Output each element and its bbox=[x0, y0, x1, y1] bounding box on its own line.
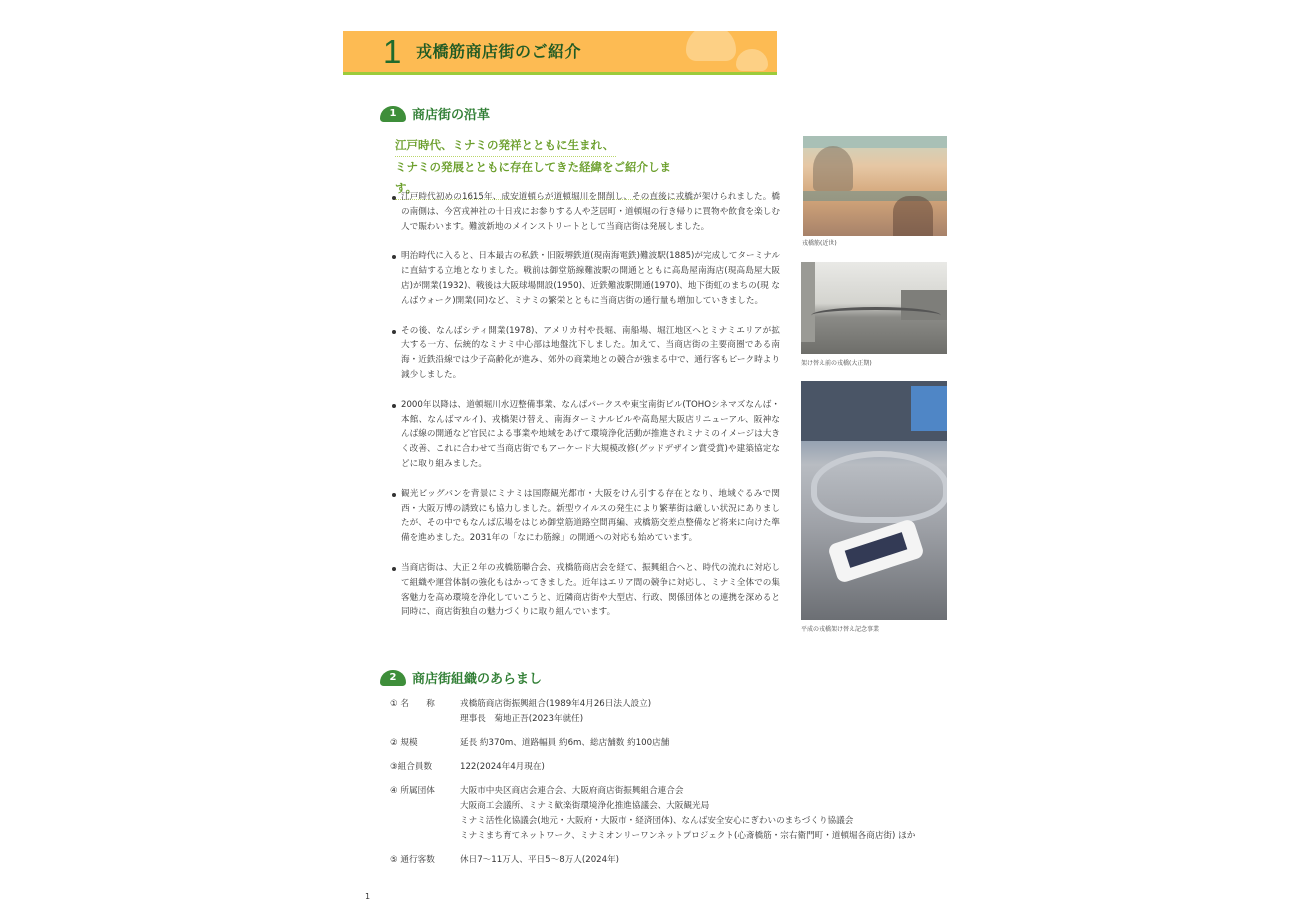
org-label: ② 規模 bbox=[390, 738, 418, 748]
org-label: ① 名 称 bbox=[390, 699, 435, 709]
photo-caption: 平成の戎橋架け替え記念事業 bbox=[801, 626, 880, 633]
org-value: 大阪市中央区商店会連合会、大阪府商店街振興組合連合会 bbox=[460, 786, 684, 796]
section-title: 商店街の沿革 bbox=[412, 108, 491, 123]
section-heading-history bbox=[380, 104, 490, 123]
org-label: ③組合員数 bbox=[390, 762, 433, 772]
section-title: 商店街組織のあらまし bbox=[412, 672, 543, 687]
section-heading-organization bbox=[380, 668, 542, 687]
history-paragraph: 当商店街は、大正２年の戎橋筋聯合会、戎橋筋商店会を経て、振興組合へと、時代の流れに対応して組織や運営体制の強化もはかってきました。近年はエリア間の競争に対応し、ミナミ全体での集客魅力を高め環境を浄化していこうと、近隣商店街や大型店、行政、関係団体との連携を深めると同時に、商店街独自の魅力づくりに取り組んでいます。 bbox=[392, 561, 780, 620]
leaf-decoration-icon bbox=[736, 49, 768, 71]
org-row-affiliations bbox=[390, 784, 960, 844]
org-value: 大阪商工会議所、ミナミ歓楽街環境浄化推進協議会、大阪観光局 bbox=[460, 801, 710, 811]
org-label: ④ 所属団体 bbox=[390, 786, 435, 796]
history-list bbox=[392, 190, 780, 634]
chapter-title: 戎橋筋商店街のご紹介 bbox=[416, 42, 582, 61]
lead-line: ミナミの発展とともに存在してきた経緯をご紹介します。 bbox=[395, 157, 695, 200]
org-value: 休日7〜11万人、平日5〜8万人(2024年) bbox=[460, 855, 620, 865]
chapter-number: 1 bbox=[383, 33, 402, 70]
history-paragraph: 観光ビッグバンを背景にミナミは国際観光都市・大阪をけん引する存在となり、地域ぐるみで関西・大阪万博の誘致にも協力しました。新型ウイルスの発生により繁華街は厳しい状況にありましたが、その中でもなんば広場をはじめ御堂筋道路空間再編、戎橋筋交差点整備など将来に向けた準備を進めました。2031年の「なにわ筋線」の開通への対応も始めています。 bbox=[392, 487, 780, 546]
history-paragraph: 江戸時代初めの1615年、成安道頓らが道頓堀川を開削し、その直後に戎橋が架けられました。橋の南側は、今宮戎神社の十日戎にお参りする人や芝居町・道頓堀の行き帰りに買物や飲食を楽しむ人で賑わいます。難波新地のメインストリートとして当商店街は発展しました。 bbox=[392, 190, 780, 234]
org-row-name bbox=[390, 697, 960, 727]
org-value: 延長 約370m、道路幅員 約6m、総店舗数 約100店舗 bbox=[460, 738, 670, 748]
org-row-members bbox=[390, 760, 960, 775]
org-label: ⑤ 通行客数 bbox=[390, 855, 435, 865]
history-paragraph: 2000年以降は、道頓堀川水辺整備事業、なんばパークスや東宝南街ビル(TOHOシネマズなんば・本館、なんばマルイ)、戎橋架け替え、南海ターミナルビルや高島屋大阪店リニューアル、阪神なんば線の開通など官民による事業や地域をあげて環境浄化活動が推進されミナミのイメージは大きく改善、これに合わせて当商店街でもアーケード大規模改修(グッドデザイン賞受賞)や建築協定などに取り組みました。 bbox=[392, 398, 780, 472]
chapter-banner bbox=[343, 31, 777, 75]
org-row-scale bbox=[390, 736, 960, 751]
org-value: ミナミまち育てネットワーク、ミナミオンリーワンネットプロジェクト(心斎橋筋・宗右衛門町・道頓堀各商店街) ほか bbox=[460, 831, 916, 841]
photo-bridge-replacement-event bbox=[801, 381, 947, 620]
photo-caption: 戎橋筋(近世) bbox=[802, 240, 837, 247]
leaf-decoration-icon bbox=[686, 31, 736, 61]
history-paragraph: 明治時代に入ると、日本最古の私鉄・旧阪堺鉄道(現南海電鉄)難波駅(1885)が完成してターミナルに直結する立地となりました。戦前は御堂筋線難波駅の開通とともに高島屋南海店(現高島屋大阪店)が開業(1932)、戦後は大阪球場開設(1950)、近鉄難波駅開通(1970)、地下街虹のまちの(現 なんばウォーク)開業(同)など、ミナミの繁栄とともに当商店街の通行量も増加していきました。 bbox=[392, 249, 780, 308]
organization-table bbox=[390, 697, 960, 877]
page-number: 1 bbox=[365, 892, 371, 901]
history-paragraph: その後、なんばシティ開業(1978)、アメリカ村や長堀、南船場、堀江地区へとミナミエリアが拡大する一方、伝統的なミナミ中心部は地盤沈下しました。加えて、当商店街の主要商圏である南海・近鉄沿線では少子高齢化が進み、郊外の商業地との競合が強まる中で、通行客もピーク時より減少しました。 bbox=[392, 324, 780, 383]
org-row-traffic bbox=[390, 853, 960, 868]
section-number-badge: 1 bbox=[380, 106, 406, 122]
photo-caption: 架け替え前の戎橋(大正期) bbox=[801, 360, 872, 367]
org-value: 122(2024年4月現在) bbox=[460, 762, 545, 772]
org-value: 戎橋筋商店街振興組合(1989年4月26日法人設立) bbox=[460, 699, 652, 709]
org-value: ミナミ活性化協議会(地元・大阪府・大阪市・経済団体)、なんば安全安心にぎわいのまちづくり協議会 bbox=[460, 816, 854, 826]
lead-line: 江戸時代、ミナミの発祥とともに生まれ、 bbox=[395, 135, 616, 157]
photo-ebisubashi-taisho bbox=[801, 262, 947, 354]
section-number-badge: 2 bbox=[380, 670, 406, 686]
photo-ebisubashi-edo bbox=[803, 136, 947, 236]
org-value: 理事長 菊地正吾(2023年就任) bbox=[460, 714, 584, 724]
